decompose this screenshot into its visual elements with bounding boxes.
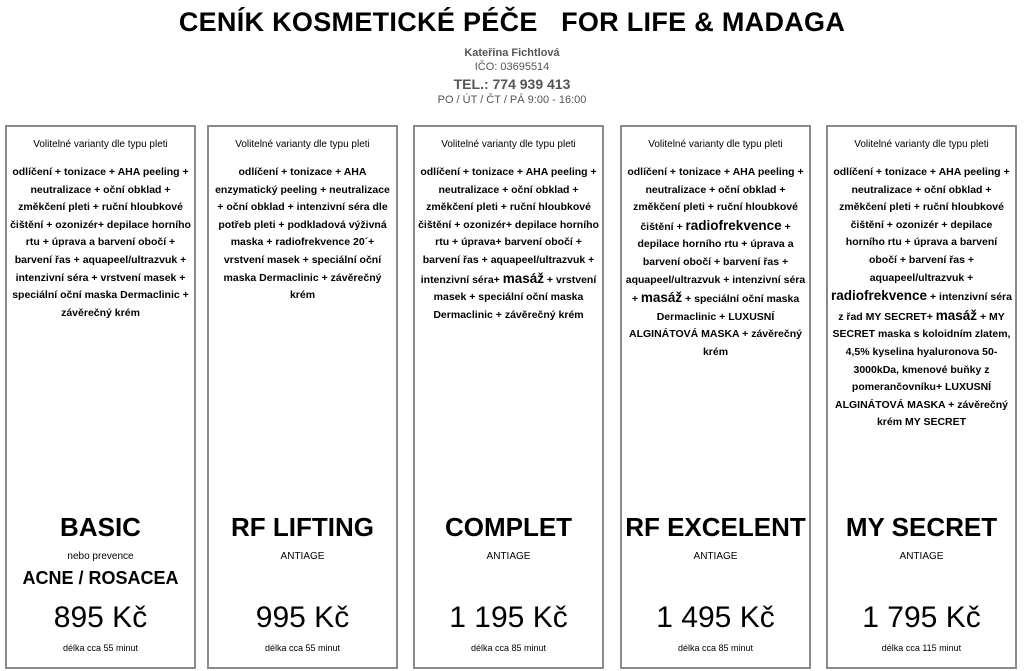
emphasized-service: masáž bbox=[502, 270, 545, 286]
package-card-complet bbox=[413, 125, 604, 669]
package-name: RF EXCELENT bbox=[625, 512, 806, 542]
package-subtitle: ANTIAGE bbox=[899, 551, 944, 562]
service-text: + depilace horního rtu + úprava a barvení obočí + barvení řas + aquapeel/ultrazvuk + intenzivní séra + bbox=[625, 220, 806, 306]
service-text: + MY SECRET maska s koloidním zlatem, 4,5% kyselina hyaluronova 50-3000kDa, kmenové buňky z pomerančovníku+ LUXUSNÍ ALGINÁTOVÁ MASKA + závěrečný krém MY SECRET bbox=[832, 310, 1011, 429]
package-duration: délka cca 85 minut bbox=[470, 643, 547, 653]
package-subtitle: nebo prevence bbox=[67, 551, 134, 562]
variants-note: Volitelné varianty dle typu pleti bbox=[235, 139, 370, 150]
package-card-rf-lifting bbox=[207, 125, 398, 669]
phone-number: TEL.: 774 939 413 bbox=[453, 76, 571, 92]
price-list-header bbox=[0, 0, 1024, 106]
package-price: 895 Kč bbox=[53, 601, 148, 634]
package-subtitle: ANTIAGE bbox=[280, 551, 325, 562]
package-description bbox=[418, 164, 599, 324]
package-subtitle: ANTIAGE bbox=[693, 551, 738, 562]
emphasized-service: radiofrekvence bbox=[685, 217, 782, 233]
package-name: BASIC bbox=[60, 512, 141, 542]
service-text: odlíčení + tonizace + AHA peeling + neutralizace + oční obklad + změkčení pleti + ruční hloubkové čištění + bbox=[627, 166, 804, 233]
package-extra-label: ACNE / ROSACEA bbox=[22, 568, 179, 588]
emphasized-service: radiofrekvence bbox=[831, 288, 928, 304]
variants-note: Volitelné varianty dle typu pleti bbox=[854, 139, 989, 150]
service-text: + speciální oční maska Dermaclinic + LUXUSNÍ ALGINÁTOVÁ MASKA + závěrečný krém bbox=[628, 293, 802, 358]
package-price: 995 Kč bbox=[255, 601, 350, 634]
package-description bbox=[625, 164, 806, 362]
emphasized-service: masáž bbox=[640, 290, 683, 306]
package-card-rf-excelent bbox=[620, 125, 811, 669]
company-id: IČO: 03695514 bbox=[474, 61, 550, 73]
package-duration: délka cca 55 minut bbox=[264, 643, 341, 653]
package-description bbox=[10, 164, 191, 322]
opening-hours: PO / ÚT / ČT / PÁ 9:00 - 16:00 bbox=[437, 94, 587, 106]
owner-name: Kateřina Fichtlová bbox=[464, 47, 560, 59]
package-duration: délka cca 55 minut bbox=[62, 643, 139, 653]
package-name: COMPLET bbox=[444, 512, 573, 542]
service-text: + vrstvení masek + speciální oční maska Dermaclinic + závěrečný krém bbox=[433, 273, 597, 321]
package-card-my-secret bbox=[826, 125, 1017, 669]
package-price: 1 795 Kč bbox=[862, 601, 981, 634]
service-text: odlíčení + tonizace + AHA peeling + neutralizace + oční obklad + změkčení pleti + ruční hloubkové čištění + ozonizér+ depilace horního rtu + úprava+ barvení obočí + barvení řas + aquapeel/ultrazvuk + intenzivní séra+ bbox=[418, 166, 599, 286]
package-duration: délka cca 115 minut bbox=[881, 643, 962, 653]
package-duration: délka cca 85 minut bbox=[677, 643, 754, 653]
package-description bbox=[212, 164, 393, 305]
package-name: MY SECRET bbox=[845, 512, 998, 542]
variants-note: Volitelné varianty dle typu pleti bbox=[441, 139, 576, 150]
package-price: 1 195 Kč bbox=[449, 601, 568, 634]
package-price: 1 495 Kč bbox=[656, 601, 775, 634]
variants-note: Volitelné varianty dle typu pleti bbox=[33, 139, 168, 150]
service-text: odlíčení + tonizace + AHA peeling + neutralizace + oční obklad + změkčení pleti + ruční hloubkové čištění + ozonizér + depilace horního rtu + úprava a barvení obočí + barvení řas + aquapeel/ultrazvuk + bbox=[833, 166, 1010, 284]
service-text: + intenzivní séra z řad MY SECRET+ bbox=[838, 291, 1012, 323]
service-text: odlíčení + tonizace + AHA enzymatický peeling + neutralizace + oční obklad + intenzivní séra dle potřeb pleti + podkladová výživná maska + radiofrekvence 20´+ vrstvení masek + speciální oční maska Dermaclinic + závěrečný krém bbox=[215, 166, 390, 302]
emphasized-service: masáž bbox=[935, 307, 978, 323]
variants-note: Volitelné varianty dle typu pleti bbox=[648, 139, 783, 150]
service-text: odlíčení + tonizace + AHA peeling + neutralizace + oční obklad + změkčení pleti + ruční hloubkové čištění + ozonizér+ depilace horního rtu + úprava a barvení obočí + barvení řas + aquapeel/ultrazvuk + intenzivní séra + vrstvení masek + speciální oční maska Dermaclinic + závěrečný krém bbox=[10, 166, 191, 319]
page-title: CENÍK KOSMETICKÉ PÉČE FOR LIFE & MADAGA bbox=[178, 7, 846, 37]
package-card-basic bbox=[5, 125, 196, 669]
package-name: RF LIFTING bbox=[231, 512, 374, 542]
package-description bbox=[831, 164, 1012, 432]
package-subtitle: ANTIAGE bbox=[486, 551, 531, 562]
